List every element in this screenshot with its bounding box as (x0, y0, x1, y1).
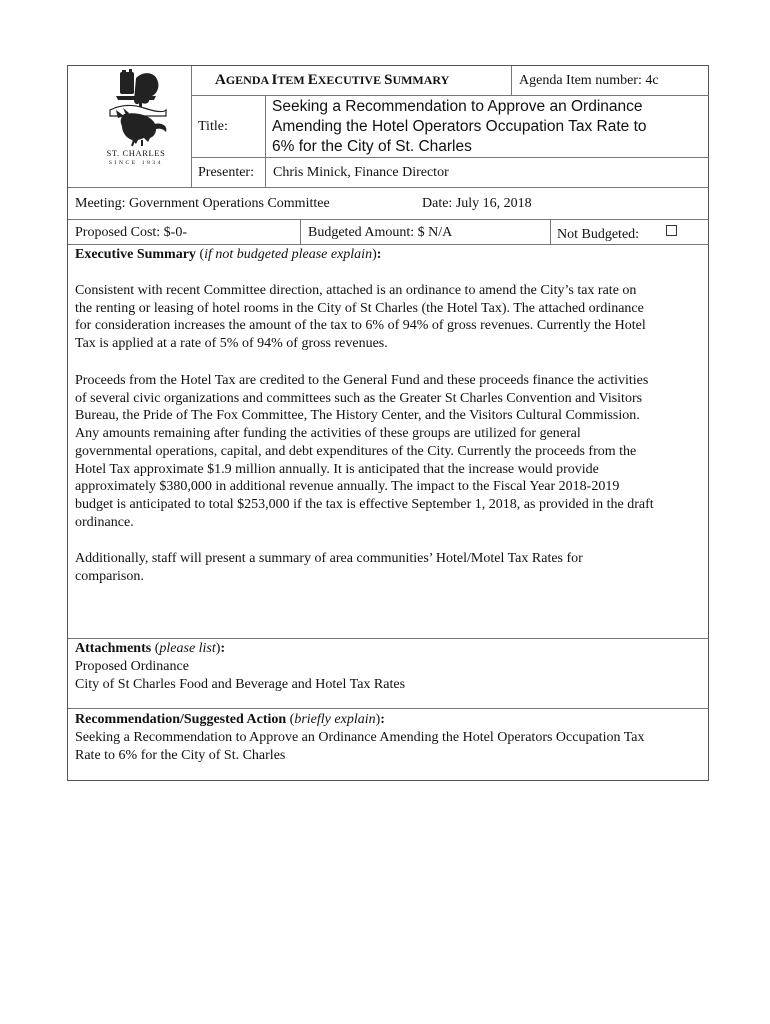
meeting-text: Meeting: Government Operations Committee (75, 196, 330, 211)
title-label: Title: (198, 119, 228, 134)
budgeted-amount: Budgeted Amount: $ N/A (308, 225, 453, 240)
not-budgeted-checkbox[interactable] (666, 225, 677, 236)
recommendation-line-2: Rate to 6% for the City of St. Charles (75, 748, 286, 763)
logo-since: SINCE 1834 (108, 160, 164, 166)
presenter-value: Chris Minick, Finance Director (273, 165, 449, 180)
attachment-item: Proposed Ordinance (75, 659, 189, 674)
summary-heading: Executive Summary (if not budgeted please explain): (75, 247, 382, 262)
presenter-label: Presenter: (198, 165, 254, 180)
summary-paragraph-1: Consistent with recent Committee direction, attached is an ordinance to amend the City’s tax rate on the renting or leasing of hotel rooms in the City of St Charles (the Hotel Tax). The attached ordinance for consideration increases the amount of the tax to 6% of 94% of gross revenues. Currently the Hotel Tax is applied at a rate of 5% of 94% of gross revenues. (75, 283, 646, 352)
logo-city-name: ST. CHARLES (106, 148, 166, 158)
title-line-3: 6% for the City of St. Charles (272, 138, 472, 155)
title-line-1: Seeking a Recommendation to Approve an Ordinance (272, 98, 643, 115)
summary-paragraph-2: Proceeds from the Hotel Tax are credited to the General Fund and these proceeds finance the activities of several civic organizations and committees such as the Greater St Charles Convention and Visitors Bureau, the Pride of The Fox Committee, The History Center, and the Visitors Cultural Commission. Any amounts remaining after funding the activities of these groups are utilized for general governmental operations, capital, and debt expenditures of the City. Currently the proceeds from the Hotel Tax approximate $1.9 million annually. It is anticipated that the increase would provide approximately $380,000 in additional revenue annually. The impact to the Fiscal Year 2018-2019 budget is anticipated to total $253,000 if the tax is effective September 1, 2018, as provided in the draft ordinance. (75, 373, 654, 530)
not-budgeted-label: Not Budgeted: (557, 227, 640, 242)
summary-paragraph-3: Additionally, staff will present a summary of area communities’ Hotel/Motel Tax Rates for comparison. (75, 551, 583, 584)
agenda-item-number: Agenda Item number: 4c (519, 73, 659, 88)
attachments-heading: Attachments (please list): (75, 641, 226, 656)
proposed-cost: Proposed Cost: $-0- (75, 225, 187, 240)
form-title: AGENDA ITEM EXECUTIVE SUMMARY (215, 72, 450, 88)
agenda-form (67, 65, 709, 781)
recommendation-line-1: Seeking a Recommendation to Approve an Ordinance Amending the Hotel Operators Occupation Tax (75, 730, 645, 745)
meeting-date: Date: July 16, 2018 (422, 196, 532, 211)
city-logo (96, 66, 176, 168)
title-line-2: Amending the Hotel Operators Occupation Tax Rate to (272, 118, 647, 135)
recommendation-heading: Recommendation/Suggested Action (briefly explain): (75, 712, 385, 727)
attachment-item: City of St Charles Food and Beverage and Hotel Tax Rates (75, 677, 406, 692)
